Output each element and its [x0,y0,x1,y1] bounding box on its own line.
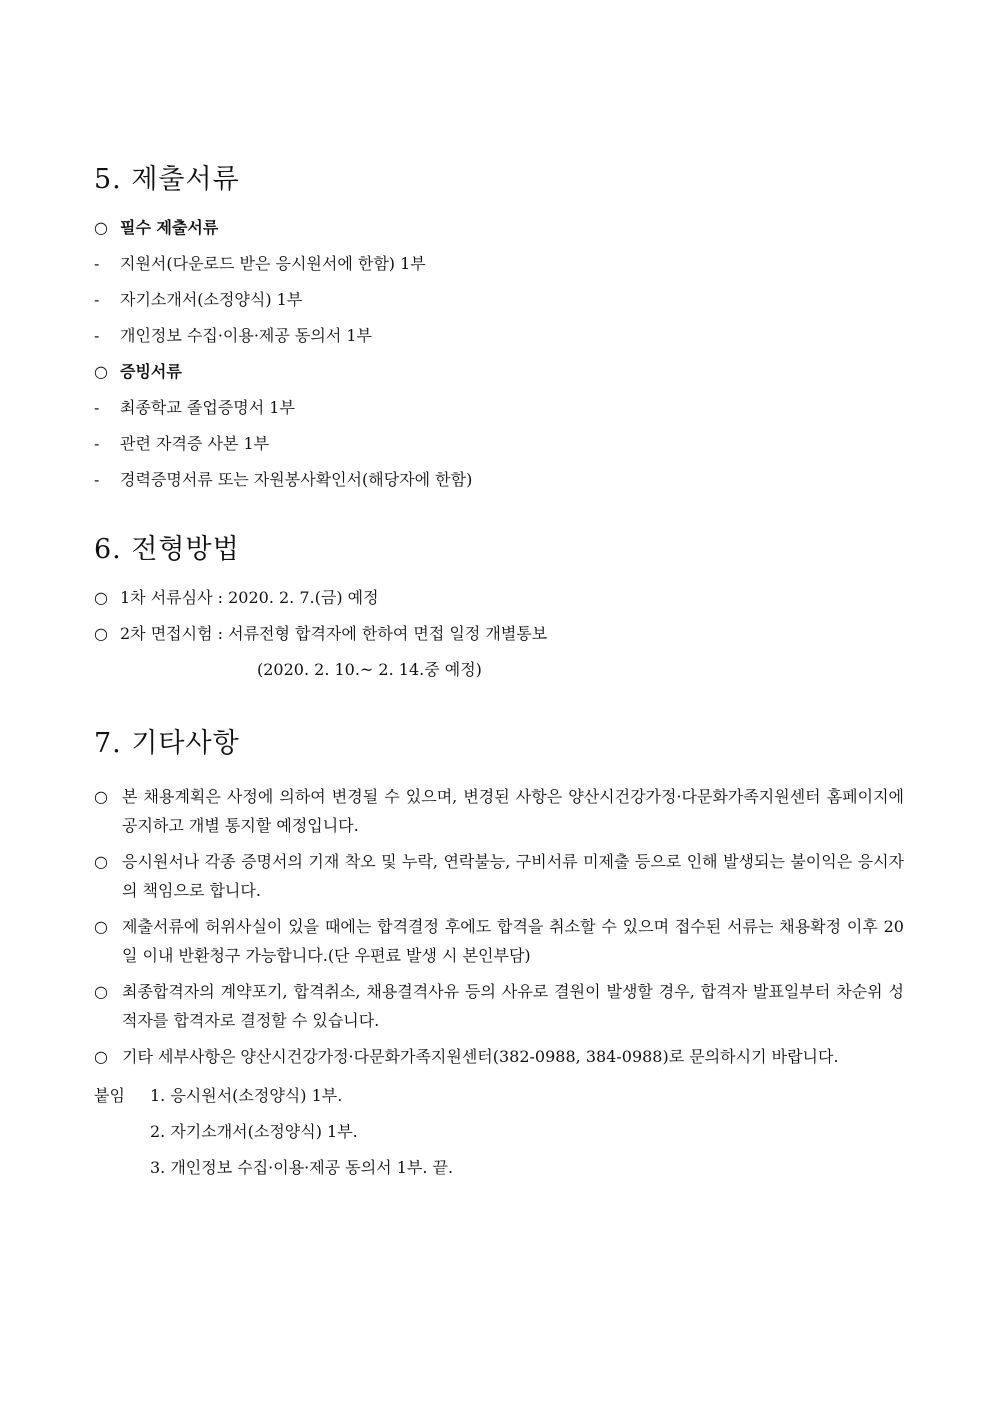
circle-bullet: ○ [94,362,108,381]
circle-bullet: ○ [94,1047,108,1066]
list-item [94,318,904,354]
item-text: 관련 자격증 사본 1부 [120,434,270,453]
list-item [94,912,904,970]
item-text: 최종합격자의 계약포기, 합격취소, 채용결격사유 등의 사유로 결원이 발생할 경우, 합격자 발표일부터 차순위 성적자를 합격자로 결정할 수 있습니다. [122,982,904,1030]
attachments [94,1078,904,1186]
item-text: 필수 제출서류 [120,218,219,237]
item-text: 자기소개서(소정양식) 1부 [120,290,303,309]
item-text: 본 채용계획은 사정에 의하여 변경될 수 있으며, 변경된 사항은 양산시건강가정·다문화가족지원센터 홈페이지에 공지하고 개별 통지할 예정입니다. [122,787,904,835]
document-page [94,150,904,1186]
attachment-text: 2. 자기소개서(소정양식) 1부. [150,1122,358,1141]
circle-bullet: ○ [94,852,108,871]
dash-bullet: - [94,254,100,273]
item-text: 증빙서류 [120,362,182,381]
attachment-item [94,1078,904,1114]
attachment-text: 3. 개인정보 수집·이용·제공 동의서 1부. 끝. [150,1158,454,1177]
item-text: 지원서(다운로드 받은 응시원서에 한함) 1부 [120,254,426,273]
section-6-list [94,580,904,688]
list-item [94,1042,904,1071]
list-item [94,210,904,246]
item-text: 경력증명서류 또는 자원봉사확인서(해당자에 한함) [120,470,473,489]
circle-bullet: ○ [94,787,108,806]
list-item [94,847,904,905]
list-item [94,580,904,616]
item-text: 기타 세부사항은 양산시건강가정·다문화가족지원센터(382-0988, 384-0988)로 문의하시기 바랍니다. [122,1047,839,1066]
dash-bullet: - [94,434,100,453]
item-text: 2차 면접시험 : 서류전형 합격자에 한하여 면접 일정 개별통보 [120,624,548,643]
item-text: 최종학교 졸업증명서 1부 [120,398,295,417]
attachment-item [94,1150,904,1186]
circle-bullet: ○ [94,218,108,237]
section-7-list [94,782,904,1071]
dash-bullet: - [94,290,100,309]
list-item [94,616,904,652]
circle-bullet: ○ [94,982,108,1001]
attachment-item [94,1114,904,1150]
circle-bullet: ○ [94,917,108,936]
item-text: 응시원서나 각종 증명서의 기재 착오 및 누락, 연락불능, 구비서류 미제출 등으로 인해 발생되는 불이익은 응시자의 책임으로 합니다. [122,852,904,900]
list-item [94,977,904,1035]
interview-period-note: (2020. 2. 10.~ 2. 14.중 예정) [257,660,482,679]
section-6-title: 6. 전형방법 [94,534,240,565]
circle-bullet: ○ [94,588,108,607]
section-7-title: 7. 기타사항 [94,728,240,759]
attachments-label: 붙임 [94,1086,125,1105]
list-item [94,782,904,840]
attachment-text: 1. 응시원서(소정양식) 1부. [150,1086,343,1105]
circle-bullet: ○ [94,624,108,643]
dash-bullet: - [94,326,100,345]
section-5-title: 5. 제출서류 [94,164,240,195]
item-text: 개인정보 수집·이용·제공 동의서 1부 [120,326,372,345]
dash-bullet: - [94,398,100,417]
list-item [94,426,904,462]
list-item [94,282,904,318]
item-text: 1차 서류심사 : 2020. 2. 7.(금) 예정 [120,588,379,607]
list-item [94,354,904,390]
section-5-list [94,210,904,498]
list-item [94,462,904,498]
list-item [94,390,904,426]
list-item [94,246,904,282]
item-text: 제출서류에 허위사실이 있을 때에는 합격결정 후에도 합격을 취소할 수 있으며 접수된 서류는 채용확정 이후 20일 이내 반환청구 가능합니다.(단 우편료 발생 시 본인부담) [122,917,904,965]
dash-bullet: - [94,470,100,489]
